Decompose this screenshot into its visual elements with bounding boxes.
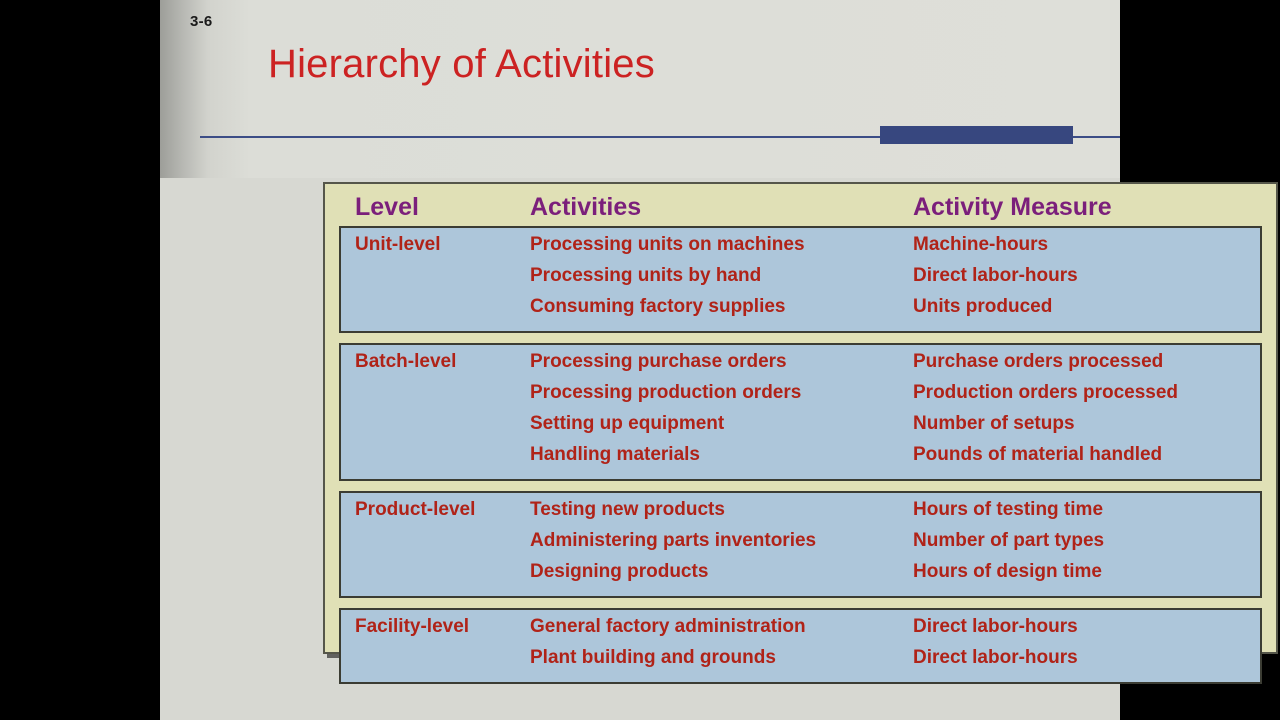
cell-measure: Number of part types: [913, 530, 1105, 551]
table-row: [341, 294, 1260, 325]
table-row: [341, 349, 1260, 380]
cell-activity: Setting up equipment: [530, 413, 725, 434]
cell-activity: Administering parts inventories: [530, 530, 817, 551]
table-group: [339, 491, 1262, 598]
table-group: [339, 343, 1262, 481]
table-row: [341, 411, 1260, 442]
cell-activity: Plant building and grounds: [530, 647, 776, 668]
cell-activity: Processing production orders: [530, 382, 802, 403]
cell-measure: Direct labor-hours: [913, 647, 1078, 668]
cell-activity: Consuming factory supplies: [530, 296, 786, 317]
slide-canvas: [160, 0, 1179, 720]
table-row: [341, 645, 1260, 676]
cell-activity: Processing units on machines: [530, 234, 805, 255]
table-row: [341, 232, 1260, 263]
page-title: Hierarchy of Activities: [268, 42, 655, 86]
cell-measure: Production orders processed: [913, 382, 1179, 403]
table-row: [341, 528, 1260, 559]
column-header-activity-measure: Activity Measure: [913, 193, 1112, 221]
table-row: [341, 263, 1260, 294]
table-row: [341, 614, 1260, 645]
cell-measure: Machine-hours: [913, 234, 1049, 255]
column-header-activities: Activities: [530, 193, 642, 221]
cell-activity: Processing units by hand: [530, 265, 762, 286]
cell-measure: Pounds of material handled: [913, 444, 1163, 465]
title-divider-accent: [880, 126, 1073, 144]
cell-measure: Hours of design time: [913, 561, 1102, 582]
table-row: [341, 497, 1260, 528]
table-group: [339, 608, 1262, 684]
table-header-row: [325, 184, 1276, 226]
cell-activity: Testing new products: [530, 499, 725, 520]
cell-activity: General factory administration: [530, 616, 806, 637]
cell-measure: Direct labor-hours: [913, 616, 1078, 637]
cell-level: Facility-level: [355, 616, 470, 637]
table-group: [339, 226, 1262, 333]
table-row: [341, 559, 1260, 590]
table-row: [341, 442, 1260, 473]
cell-activity: Handling materials: [530, 444, 700, 465]
cell-measure: Units produced: [913, 296, 1053, 317]
slide-number: 3-6: [190, 13, 213, 30]
cell-level: Batch-level: [355, 351, 457, 372]
cell-activity: Processing purchase orders: [530, 351, 787, 372]
slide-header: [160, 0, 1120, 178]
cell-measure: Hours of testing time: [913, 499, 1104, 520]
cell-measure: Purchase orders processed: [913, 351, 1164, 372]
cell-measure: Number of setups: [913, 413, 1075, 434]
cell-level: Unit-level: [355, 234, 441, 255]
cell-measure: Direct labor-hours: [913, 265, 1078, 286]
column-header-level: Level: [355, 193, 419, 221]
activities-table: [323, 182, 1278, 668]
table-row: [341, 380, 1260, 411]
cell-level: Product-level: [355, 499, 476, 520]
cell-activity: Designing products: [530, 561, 709, 582]
